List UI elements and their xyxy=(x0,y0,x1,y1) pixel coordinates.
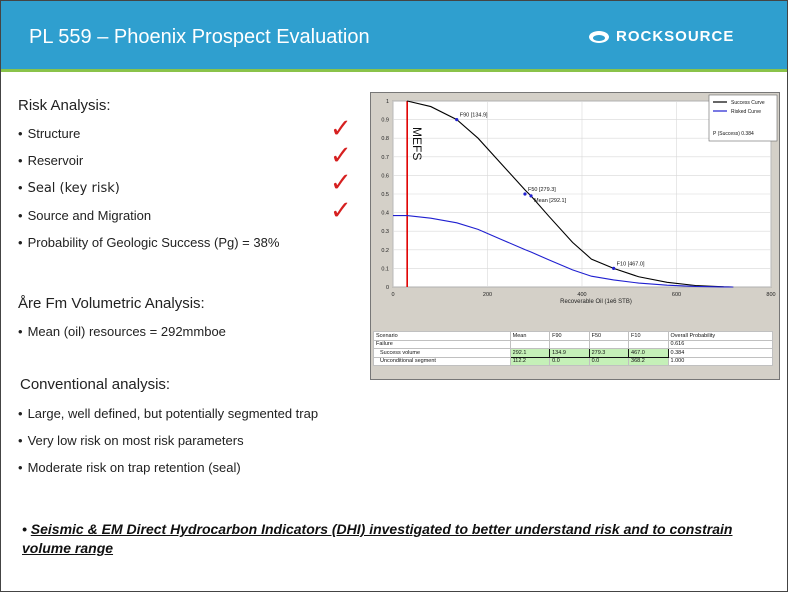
slide-header xyxy=(1,1,787,69)
logo-text: ROCKSOURCE xyxy=(616,28,735,45)
dhi-statement xyxy=(22,520,742,558)
marker-label: F10 [467.0] xyxy=(616,261,645,268)
conventional-item: • Moderate risk on trap retention (seal) xyxy=(18,460,241,475)
table-cell: 134.9 xyxy=(550,349,589,358)
curve-marker xyxy=(529,194,532,197)
table-cell: 0.616 xyxy=(668,340,772,349)
x-tick-label: 800 xyxy=(766,292,776,298)
table-cell: 279.3 xyxy=(589,349,628,358)
red-checkmark-icon: ✓ xyxy=(330,196,352,226)
x-axis-label: Recoverable Oil (1e6 STB) xyxy=(560,299,632,305)
table-cell: 0.0 xyxy=(550,357,589,366)
table-cell: Failure xyxy=(374,340,511,349)
risk-item: • Reservoir xyxy=(18,153,84,168)
rock-logo-icon xyxy=(588,30,610,44)
red-checkmark-icon: ✓ xyxy=(330,141,352,171)
dhi-text: Seismic & EM Direct Hydrocarbon Indicators (DHI) investigated to better understand risk and to constrain volume range xyxy=(22,521,733,556)
risk-item: • Seal (key risk) xyxy=(18,180,120,196)
table-header-row xyxy=(374,332,773,341)
table-cell xyxy=(550,340,589,349)
y-tick-label: 0.7 xyxy=(381,154,389,161)
risk-item: • Source and Migration xyxy=(18,208,152,223)
marker-label: Mean [292.1] xyxy=(534,197,567,204)
table-row xyxy=(374,349,773,358)
y-tick-label: 0.6 xyxy=(381,173,389,180)
legend-label: Risked Curve xyxy=(731,109,762,115)
legend-note: P (Success) 0.384 xyxy=(713,131,754,137)
risk-item-text: Structure xyxy=(27,126,81,141)
red-checkmark-icon: ✓ xyxy=(330,168,352,198)
legend-label: Success Curve xyxy=(731,100,765,106)
curve-marker xyxy=(523,192,526,195)
x-tick-label: 400 xyxy=(577,292,587,298)
table-cell: 112.2 xyxy=(510,357,549,366)
table-cell: 467.0 xyxy=(629,349,668,358)
table-cell: 0.384 xyxy=(668,349,772,358)
y-tick-label: 0.8 xyxy=(381,136,389,143)
y-tick-label: 0.1 xyxy=(381,266,389,273)
marker-label: F90 [134.9] xyxy=(459,112,488,119)
curve-marker xyxy=(455,118,458,121)
table-cell xyxy=(510,340,549,349)
volumetric-item: • Mean (oil) resources = 292mmboe xyxy=(18,324,226,339)
risk-item-text: Seal (key risk) xyxy=(27,181,120,196)
conventional-title: Conventional analysis: xyxy=(20,376,171,393)
table-header: Mean xyxy=(510,332,549,341)
risk-item: • Probability of Geologic Success (Pg) = 38% xyxy=(18,235,280,250)
conventional-item-text: Moderate risk on trap retention (seal) xyxy=(27,460,241,475)
table-header: Scenario xyxy=(374,332,511,341)
table-cell: 1.000 xyxy=(668,357,772,366)
y-tick-label: 0.4 xyxy=(381,210,389,217)
y-tick-label: 0.9 xyxy=(381,117,389,124)
y-tick-label: 0.3 xyxy=(381,229,389,236)
volumetric-item-text: Mean (oil) resources = 292mmboe xyxy=(27,324,226,339)
table-cell: 292.1 xyxy=(510,349,549,358)
risk-item-text: Probability of Geologic Success (Pg) = 38% xyxy=(27,235,280,250)
risk-item-text: Reservoir xyxy=(27,153,84,168)
table-header: F90 xyxy=(550,332,589,341)
table-row xyxy=(374,357,773,366)
x-tick-label: 0 xyxy=(391,292,395,298)
summary-table xyxy=(373,331,773,366)
conventional-item-text: Large, well defined, but potentially segmented trap xyxy=(27,406,319,421)
table-header: F50 xyxy=(589,332,628,341)
risk-item-text: Source and Migration xyxy=(27,208,152,223)
y-tick-label: 0.2 xyxy=(381,247,389,254)
mefs-label: MEFS xyxy=(410,127,425,161)
conventional-item: • Large, well defined, but potentially segmented trap xyxy=(18,406,319,421)
table-cell: 0.0 xyxy=(589,357,628,366)
dhi-bullet: • xyxy=(22,521,27,537)
table-cell: Unconditional segment xyxy=(374,357,511,366)
y-tick-label: 1 xyxy=(385,99,389,105)
x-tick-label: 200 xyxy=(482,292,493,298)
table-cell xyxy=(629,340,668,349)
company-logo xyxy=(588,28,734,45)
risk-analysis-title: Risk Analysis: xyxy=(18,97,111,114)
curve-marker xyxy=(612,267,615,270)
risk-item: • Structure xyxy=(18,126,81,141)
y-tick-label: 0.5 xyxy=(381,192,389,198)
table-header: Overall Probability xyxy=(668,332,772,341)
table-cell xyxy=(589,340,628,349)
y-tick-label: 0 xyxy=(385,285,389,291)
conventional-item-text: Very low risk on most risk parameters xyxy=(27,433,244,448)
red-checkmark-icon: ✓ xyxy=(330,114,352,144)
header-accent-line xyxy=(1,69,787,72)
table-row xyxy=(374,340,773,349)
marker-label: F50 [279.3] xyxy=(527,187,556,193)
chart-svg xyxy=(371,93,779,333)
table-header: F10 xyxy=(629,332,668,341)
x-tick-label: 600 xyxy=(671,292,682,298)
volumetric-title: Åre Fm Volumetric Analysis: xyxy=(18,295,205,312)
expectation-curve-chart xyxy=(370,92,780,380)
table-cell: 368.2 xyxy=(629,357,668,366)
conventional-item: • Very low risk on most risk parameters xyxy=(18,433,244,448)
table-cell: Success volume xyxy=(374,349,511,358)
slide-title: PL 559 – Phoenix Prospect Evaluation xyxy=(29,26,370,48)
